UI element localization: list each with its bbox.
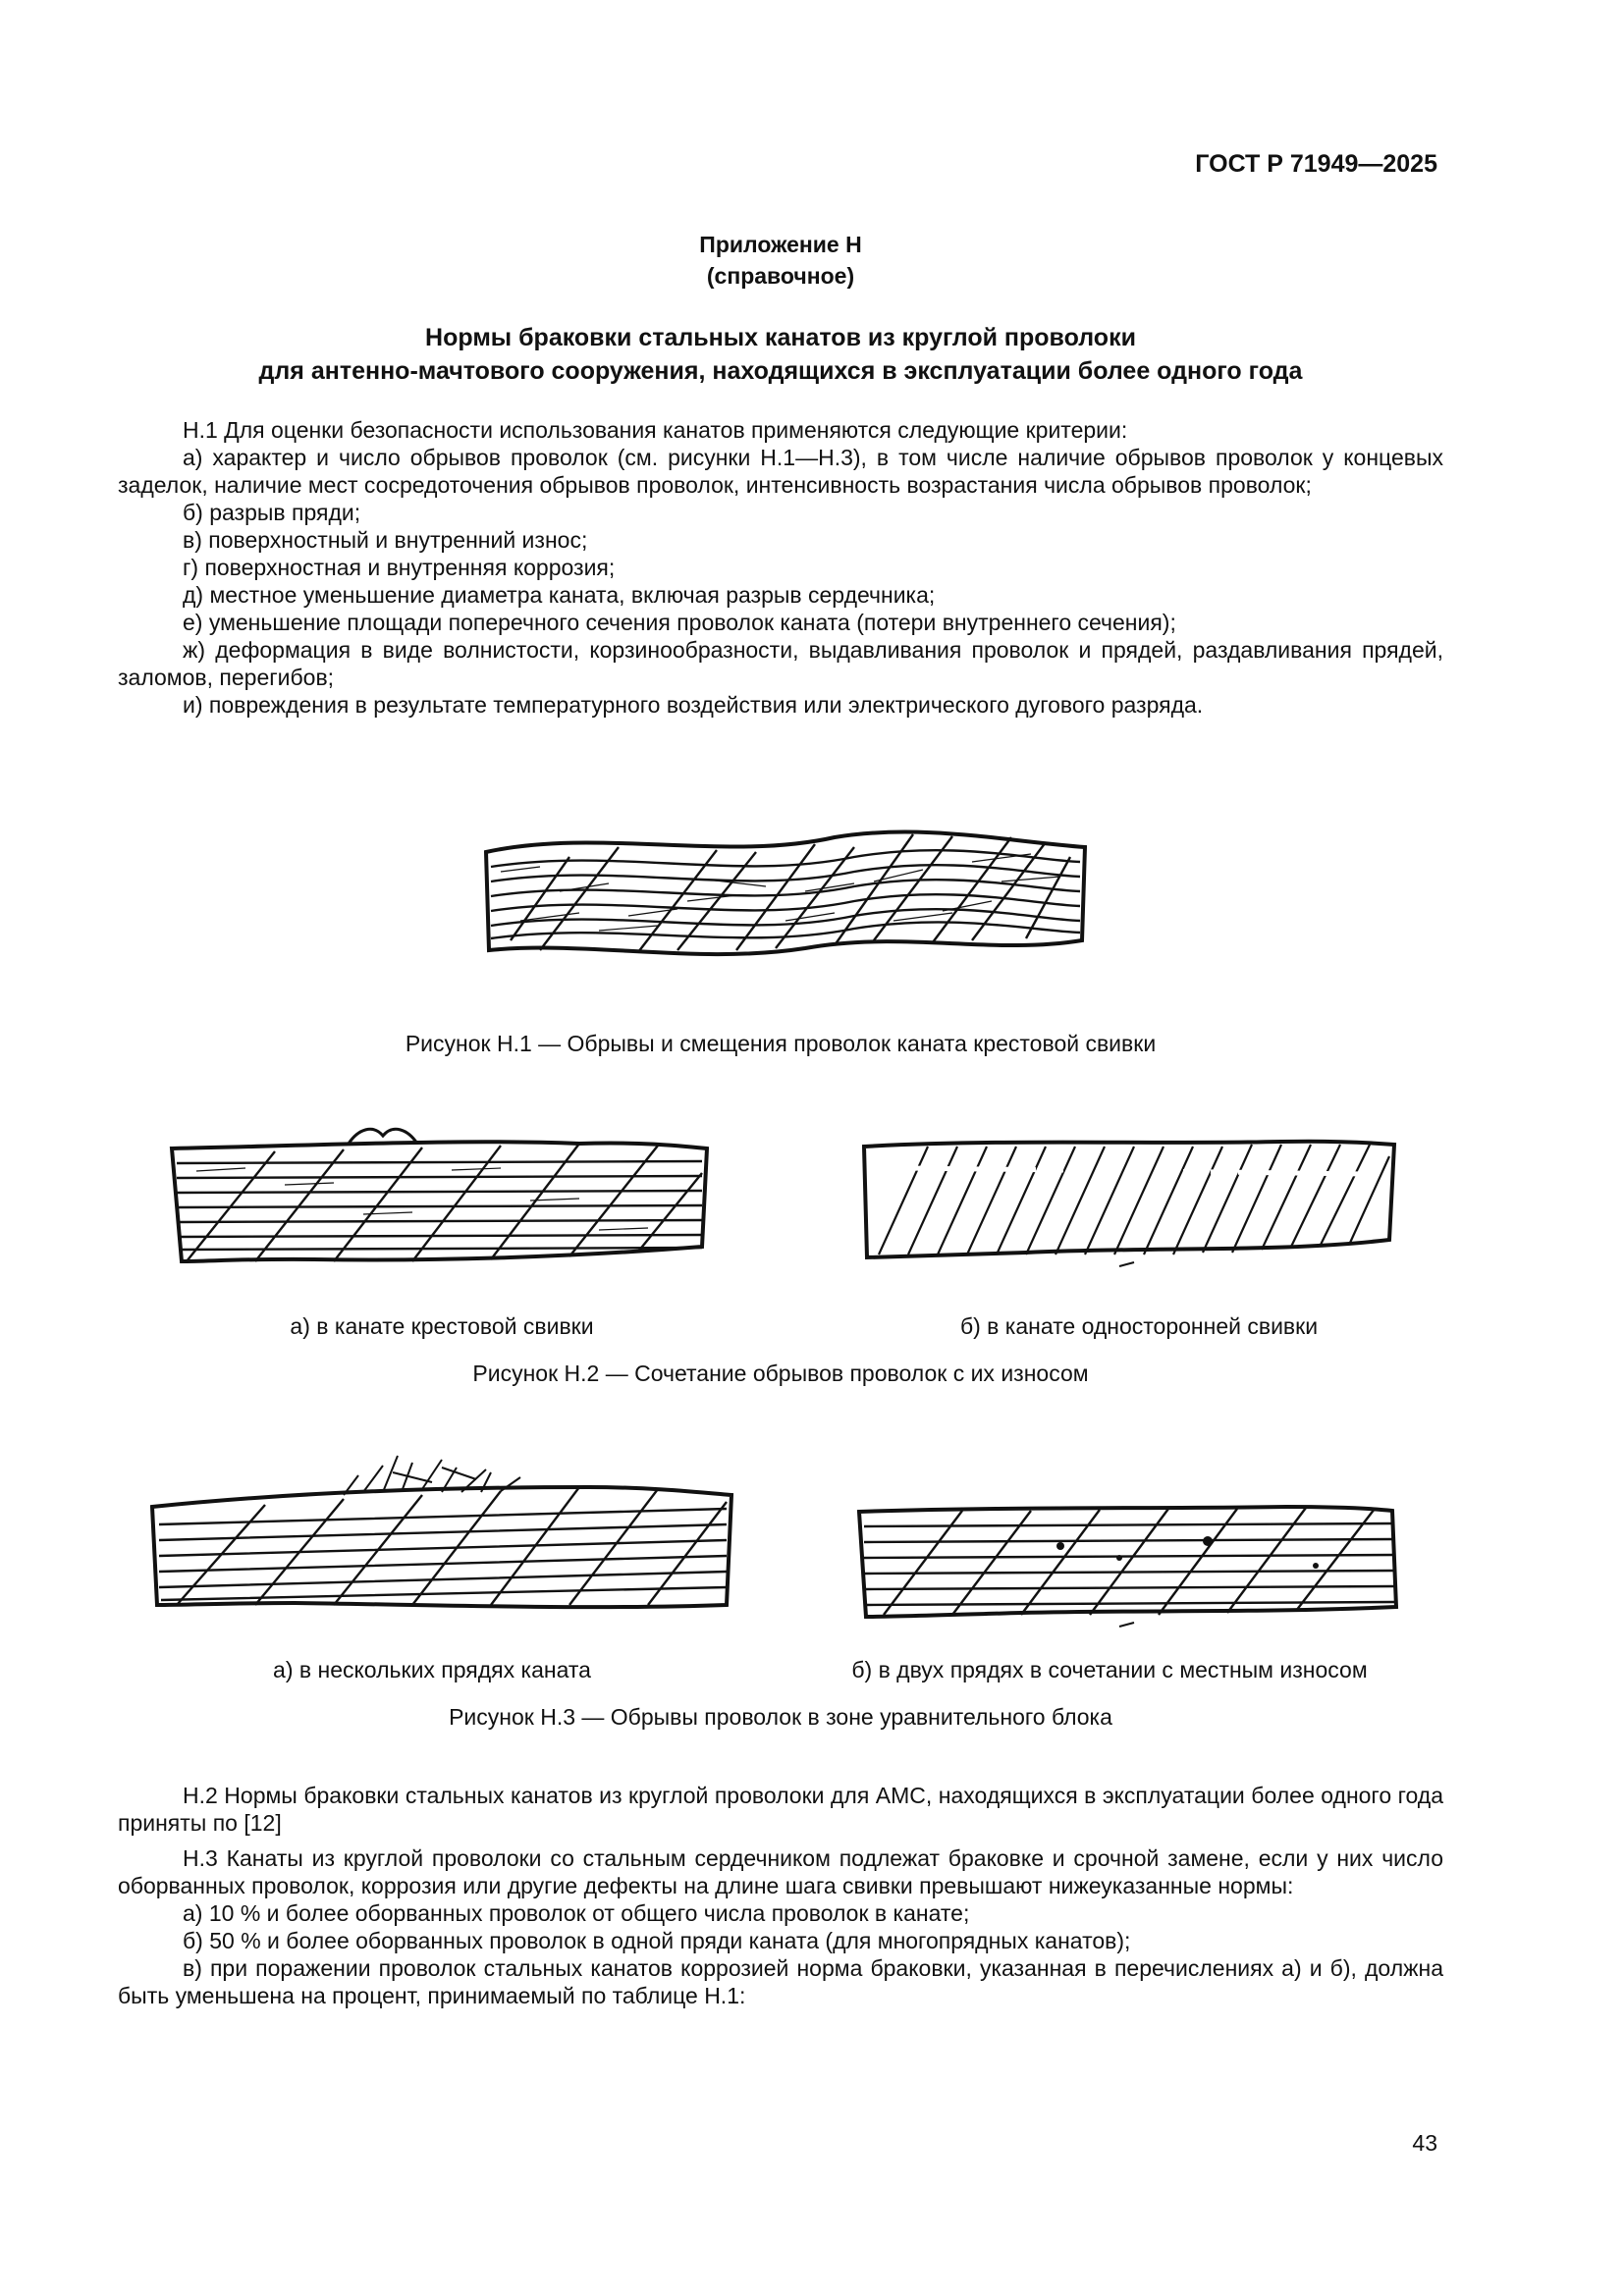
rope-figure-h2b-image [859, 1127, 1399, 1274]
appendix-label: Приложение Н [699, 232, 862, 257]
paragraph: е) уменьшение площади поперечного сечения проволок каната (потери внутреннего сечения); [183, 610, 1176, 635]
paragraph: б) разрыв пряди; [183, 500, 361, 525]
paragraph: а) 10 % и более оборванных проволок от общего числа проволок в канате; [183, 1900, 970, 1926]
figure-h2b-subcaption: б) в канате односторонней свивки [959, 1313, 1319, 1339]
paragraph: б) 50 % и более оборванных проволок в одной пряди каната (для многопрядных канатов); [183, 1928, 1131, 1953]
paragraph: ж) деформация в виде волнистости, корзинообразности, выдавливания проволок и прядей, раздавливания прядей, заломов, перегибов; [118, 637, 1443, 690]
section-title-line-2: для антенно-мачтового сооружения, находящихся в эксплуатации более одного года [258, 357, 1303, 385]
paragraph: в) при поражении проволок стальных канатов коррозией норма браковки, указанная в перечислениях а) и б), должна быть уменьшена на процент, принимаемый по таблице Н.1: [118, 1955, 1443, 2008]
rope-figure-h2a-image [167, 1124, 717, 1271]
appendix-kind: (справочное) [706, 263, 855, 289]
paragraph: в) поверхностный и внутренний износ; [183, 527, 588, 553]
section-title [113, 321, 1448, 388]
rope-figure-h3a-image [147, 1448, 736, 1615]
page-number: 43 [1412, 2130, 1437, 2156]
paragraph: Н.3 Канаты из круглой проволоки со стальным сердечником подлежат браковке и срочной замене, если у них число оборванных проволок, коррозия или другие дефекты на длине шага свивки превышают нижеуказанные нормы: [118, 1845, 1443, 1898]
outro-text [118, 1782, 1443, 2009]
paragraph: д) местное уменьшение диаметра каната, включая разрыв сердечника; [183, 582, 936, 608]
paragraph: Н.2 Нормы браковки стальных канатов из круглой проволоки для АМС, находящихся в эксплуатации более одного года приняты по [12] [118, 1783, 1443, 1836]
appendix-heading [113, 229, 1448, 292]
paragraph: и) повреждения в результате температурного воздействия или электрического дугового разряда. [183, 692, 1204, 718]
figure-h3a-subcaption: а) в нескольких прядях каната [273, 1657, 591, 1682]
intro-text [118, 416, 1443, 719]
section-title-line-1: Нормы браковки стальных канатов из круглой проволоки [425, 324, 1136, 351]
figure-h3b-subcaption: б) в двух прядях в сочетании с местным износом [851, 1657, 1368, 1682]
rope-figure-h1-image [481, 823, 1090, 970]
paragraph: а) характер и число обрывов проволок (см. рисунки Н.1—Н.3), в том числе наличие обрывов проволок у концевых заделок, наличие мест сосредоточения обрывов проволок, интенсивность возрастания числа обрывов проволок; [118, 445, 1443, 498]
figure-h2-caption: Рисунок Н.2 — Сочетание обрывов проволок с их износом [472, 1361, 1089, 1386]
figure-h1-caption: Рисунок Н.1 — Обрывы и смещения проволок каната крестовой свивки [405, 1031, 1157, 1056]
standard-code: ГОСТ Р 71949—2025 [1195, 150, 1437, 178]
paragraph: Н.1 Для оценки безопасности использования канатов применяются следующие критерии: [183, 417, 1128, 443]
rope-figure-h3b-image [854, 1497, 1404, 1634]
paragraph: г) поверхностная и внутренняя коррозия; [183, 555, 616, 580]
figure-h2a-subcaption: а) в канате крестовой свивки [290, 1313, 594, 1339]
figure-h3-caption: Рисунок Н.3 — Обрывы проволок в зоне уравнительного блока [449, 1704, 1112, 1730]
